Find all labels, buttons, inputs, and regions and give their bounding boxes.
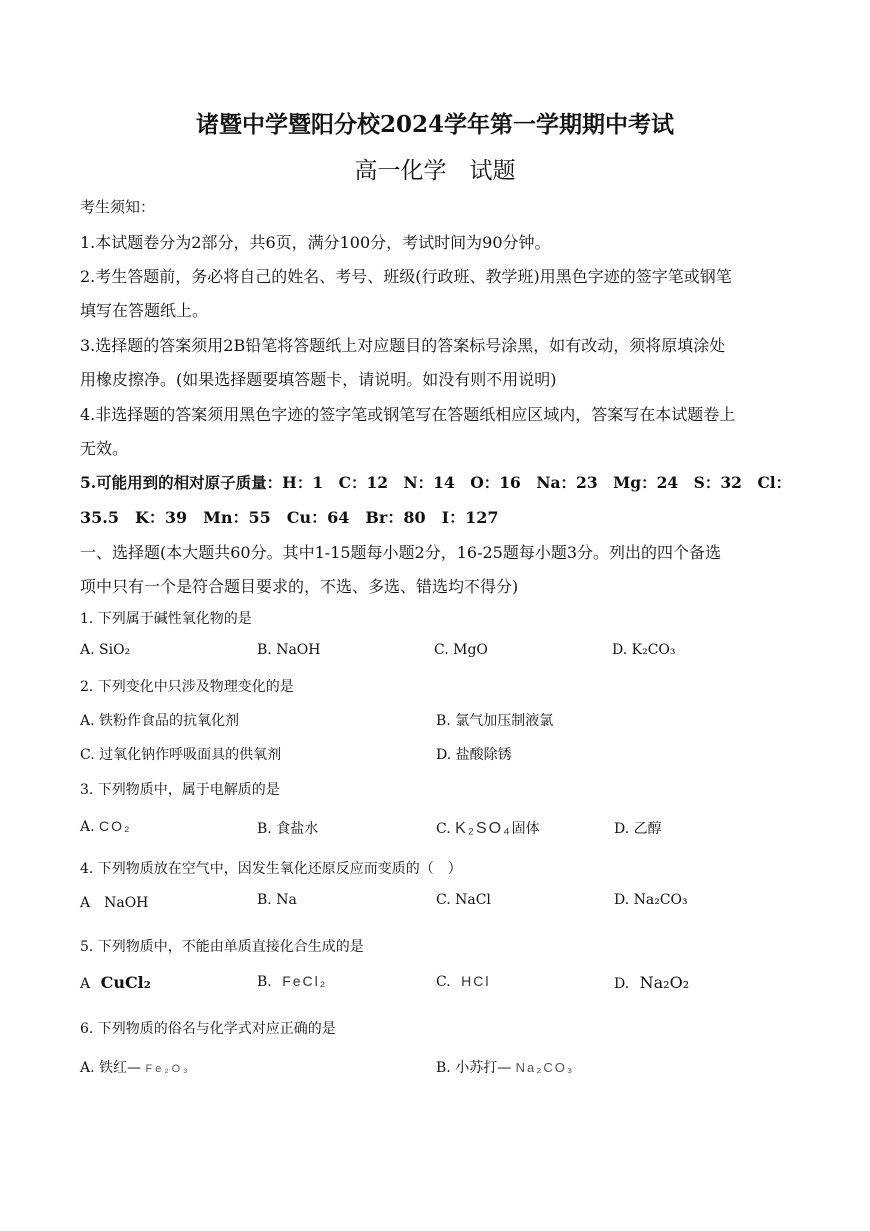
notice-item-3-cont: 用橡皮擦净。(如果选择题要填答题卡，请说明。如没有则不用说明) (80, 370, 557, 389)
question-3-option-b: B. 食盐水 (257, 821, 319, 837)
question-1-option-c: C. MgO (434, 642, 488, 658)
option-label: C. (436, 974, 451, 990)
question-4-stem: 4. 下列物质放在空气中，因发生氧化还原反应而变质的（ ） (80, 861, 462, 877)
notice-item-5: 5.可能用到的相对原子质量：H：1 C：12 N：14 O：16 Na：23 Mg：24 S：32 Cl： (80, 473, 792, 492)
question-6-option-a (80, 1057, 191, 1077)
formula-cucl2: CuCl₂ (100, 973, 151, 992)
exam-title: 诸暨中学暨阳分校2024学年第一学期期中考试 (195, 111, 674, 138)
option-label: B. 小苏打— (436, 1060, 512, 1076)
question-1-stem: 1. 下列属于碱性氧化物的是 (80, 611, 252, 627)
option-suffix: 固体 (511, 821, 540, 837)
exam-subtitle: 高一化学 试题 (354, 158, 516, 184)
question-5-stem: 5. 下列物质中，不能由单质直接化合生成的是 (80, 939, 364, 955)
question-2-option-a: A. 铁粉作食品的抗氧化剂 (80, 713, 240, 729)
question-2-option-d: D. 盐酸除锈 (436, 747, 512, 763)
notice-item-4-cont: 无效。 (80, 439, 129, 458)
formula-co2: CO₂ (99, 818, 132, 834)
notice-heading: 考生须知： (80, 198, 156, 216)
notice-item-2: 2.考生答题前，务必将自己的姓名、考号、班级(行政班、教学班)用黑色字迹的签字笔或钢笔 (80, 267, 732, 286)
question-2-stem: 2. 下列变化中只涉及物理变化的是 (80, 679, 294, 695)
question-4-option-b: B. Na (257, 892, 297, 908)
notice-item-1: 1.本试题卷分为2部分，共6页，满分100分，考试时间为90分钟。 (80, 233, 551, 252)
option-label: A. (80, 819, 95, 835)
question-1-option-b: B. NaOH (257, 642, 321, 658)
question-4-option-d: D. Na₂CO₃ (614, 892, 688, 908)
formula-k2so4: K₂SO₄ (455, 820, 512, 837)
question-1-option-a: A. SiO₂ (80, 642, 131, 658)
notice-item-5-cont: 35.5 K：39 Mn：55 Cu：64 Br：80 I：127 (80, 508, 499, 527)
formula-na2o2: Na₂O₂ (639, 973, 690, 992)
question-3-option-d: D. 乙醇 (614, 821, 662, 837)
formula-na2co3: Na₂CO₃ (515, 1060, 575, 1075)
question-3-stem: 3. 下列物质中，属于电解质的是 (80, 782, 280, 798)
question-3-option-a (80, 818, 131, 835)
question-5-option-b (257, 973, 327, 990)
section-heading: 一、选择题(本大题共60分。其中1-15题每小题2分，16-25题每小题3分。列出的四个备选 (80, 543, 722, 562)
section-heading-cont: 项中只有一个是符合题目要求的，不选、多选、错选均不得分) (80, 577, 519, 596)
question-6-stem: 6. 下列物质的俗名与化学式对应正确的是 (80, 1021, 336, 1037)
option-label: A (80, 976, 91, 992)
notice-item-4: 4.非选择题的答案须用黑色字迹的签字笔或钢笔写在答题纸相应区域内，答案写在本试题卷上 (80, 405, 736, 424)
question-3-option-c (436, 818, 540, 838)
question-2-option-c: C. 过氧化钠作呼吸面具的供氧剂 (80, 747, 282, 763)
question-2-option-b: B. 氯气加压制液氯 (436, 713, 554, 729)
formula-fe2o3: Fe₂O₃ (145, 1063, 191, 1075)
formula-fecl2: FeCl₂ (282, 973, 328, 989)
formula-hcl: HCl (461, 973, 491, 989)
notice-item-2-cont: 填写在答题纸上。 (80, 301, 209, 320)
question-5-option-d (614, 973, 689, 992)
option-label: D. (614, 976, 630, 992)
option-label: B. (257, 974, 272, 990)
option-label: C. (436, 821, 451, 837)
option-label: A. 铁红— (80, 1060, 142, 1076)
question-6-option-b (436, 1057, 574, 1077)
question-5-option-c (436, 973, 490, 990)
question-5-option-a (80, 973, 151, 992)
question-4-option-a: A NaOH (80, 895, 149, 911)
question-4-option-c: C. NaCl (436, 892, 491, 908)
question-1-option-d: D. K₂CO₃ (612, 642, 676, 658)
notice-item-3: 3.选择题的答案须用2B铅笔将答题纸上对应题目的答案标号涂黑，如有改动，须将原填涂处 (80, 336, 726, 355)
